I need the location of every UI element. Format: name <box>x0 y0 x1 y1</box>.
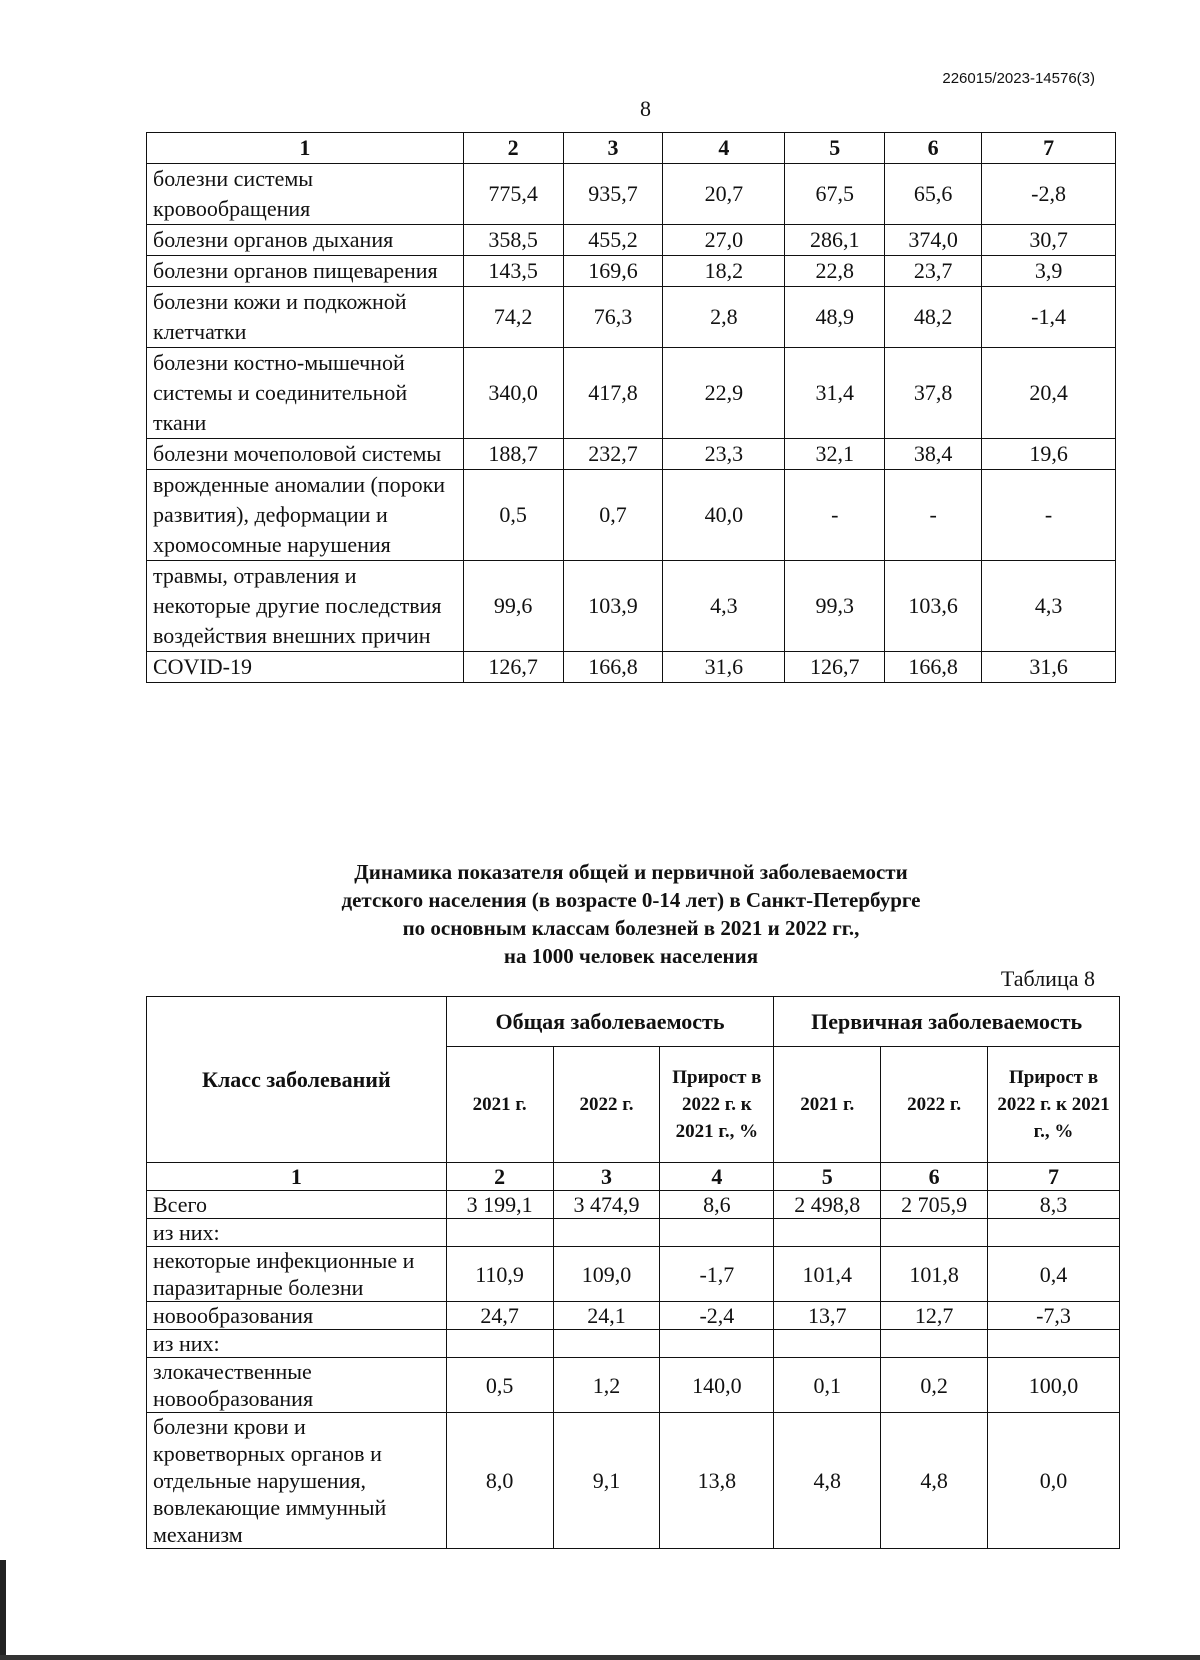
table-heading <box>146 858 1116 970</box>
table-cell: 20,4 <box>982 348 1116 439</box>
table-cell: 12,7 <box>881 1302 988 1330</box>
disease-class: некоторые инфекционные и паразитарные болезни <box>147 1247 447 1302</box>
table-cell: 340,0 <box>463 348 563 439</box>
table-row <box>147 561 1116 652</box>
table-cell: 8,6 <box>660 1191 774 1219</box>
table-cell: 775,4 <box>463 164 563 225</box>
table-cell: -2,4 <box>660 1302 774 1330</box>
table-cell: 109,0 <box>553 1247 660 1302</box>
table-cell: 24,1 <box>553 1302 660 1330</box>
table-cell: 126,7 <box>785 652 885 683</box>
column-number: 3 <box>553 1163 660 1191</box>
table-row <box>147 652 1116 683</box>
table-row <box>147 439 1116 470</box>
table-cell: 0,7 <box>563 470 663 561</box>
table-cell: 74,2 <box>463 287 563 348</box>
table-cell <box>660 1219 774 1247</box>
table-label: Таблица 8 <box>1000 966 1095 991</box>
table-cell: 2 705,9 <box>881 1191 988 1219</box>
table-cell: 935,7 <box>563 164 663 225</box>
table-row <box>147 470 1116 561</box>
table-cell: 31,6 <box>663 652 785 683</box>
table-row <box>147 225 1116 256</box>
group-header-general: Общая заболеваемость <box>446 997 774 1047</box>
disease-class: болезни кожи и подкожной клетчатки <box>147 287 464 348</box>
table-cell: 0,1 <box>774 1358 881 1413</box>
table-cell: 38,4 <box>885 439 982 470</box>
sub-header: Прирост в 2022 г. к 2021 г., % <box>988 1047 1120 1163</box>
table-cell <box>881 1330 988 1358</box>
table-cell: 2 498,8 <box>774 1191 881 1219</box>
table-cell: 4,8 <box>881 1413 988 1549</box>
table-row <box>147 348 1116 439</box>
table-cell: 286,1 <box>785 225 885 256</box>
table-cell: 140,0 <box>660 1358 774 1413</box>
table-cell: 48,2 <box>885 287 982 348</box>
table-continuation <box>146 132 1116 683</box>
disease-class: злокачественные новообразования <box>147 1358 447 1413</box>
disease-class: болезни органов дыхания <box>147 225 464 256</box>
table-row <box>147 1330 1120 1358</box>
table-cell: 2,8 <box>663 287 785 348</box>
sub-header: Прирост в 2022 г. к 2021 г., % <box>660 1047 774 1163</box>
table-row <box>147 287 1116 348</box>
table-cell: 30,7 <box>982 225 1116 256</box>
table-cell: 18,2 <box>663 256 785 287</box>
table-cell <box>881 1219 988 1247</box>
table-cell: 169,6 <box>563 256 663 287</box>
disease-class: врожденные аномалии (пороки развития), деформации и хромосомные нарушения <box>147 470 464 561</box>
table-cell <box>553 1330 660 1358</box>
disease-class: из них: <box>147 1330 447 1358</box>
table-cell <box>774 1219 881 1247</box>
scan-edge-left <box>0 1560 6 1660</box>
heading-line: на 1000 человек населения <box>503 944 759 968</box>
disease-class: новообразования <box>147 1302 447 1330</box>
table-cell <box>988 1219 1120 1247</box>
heading-line: по основным классам болезней в 2021 и 2022 гг., <box>402 916 860 940</box>
table-cell: 40,0 <box>663 470 785 561</box>
table-cell: 166,8 <box>563 652 663 683</box>
sub-header: 2021 г. <box>774 1047 881 1163</box>
table-cell: 0,2 <box>881 1358 988 1413</box>
table-cell: 67,5 <box>785 164 885 225</box>
disease-class: болезни органов пищеварения <box>147 256 464 287</box>
table-cell: 232,7 <box>563 439 663 470</box>
scan-edge-bottom <box>0 1655 1200 1660</box>
table-row <box>147 1358 1120 1413</box>
table-cell: 103,9 <box>563 561 663 652</box>
table-cell: 37,8 <box>885 348 982 439</box>
sub-header: 2022 г. <box>553 1047 660 1163</box>
table-row <box>147 164 1116 225</box>
table-row <box>147 1302 1120 1330</box>
group-header-row <box>147 997 1120 1047</box>
column-number: 7 <box>988 1163 1120 1191</box>
table-cell: 101,8 <box>881 1247 988 1302</box>
table-cell: 126,7 <box>463 652 563 683</box>
sub-header: 2022 г. <box>881 1047 988 1163</box>
table-cell: 4,3 <box>663 561 785 652</box>
column-number-row <box>147 1163 1120 1191</box>
table-cell: 3,9 <box>982 256 1116 287</box>
table-cell: 13,7 <box>774 1302 881 1330</box>
column-number: 1 <box>147 133 464 164</box>
table-cell: 417,8 <box>563 348 663 439</box>
column-number: 2 <box>446 1163 553 1191</box>
heading-line: Динамика показателя общей и первичной заболеваемости <box>354 860 908 884</box>
table-cell: 166,8 <box>885 652 982 683</box>
table-cell: 100,0 <box>988 1358 1120 1413</box>
group-header-primary: Первичная заболеваемость <box>774 997 1120 1047</box>
table-cell: 24,7 <box>446 1302 553 1330</box>
table-cell <box>660 1330 774 1358</box>
table-row <box>147 1247 1120 1302</box>
column-number: 5 <box>785 133 885 164</box>
table-8 <box>146 996 1120 1549</box>
table-cell: 8,0 <box>446 1413 553 1549</box>
table-row <box>147 1413 1120 1549</box>
table-cell: 65,6 <box>885 164 982 225</box>
column-number: 4 <box>660 1163 774 1191</box>
table-cell: -1,4 <box>982 287 1116 348</box>
table-cell: 27,0 <box>663 225 785 256</box>
disease-class: Всего <box>147 1191 447 1219</box>
column-number: 1 <box>147 1163 447 1191</box>
table-cell: 110,9 <box>446 1247 553 1302</box>
heading-line: детского населения (в возрасте 0-14 лет) в Санкт-Петербурге <box>341 888 921 912</box>
table-cell: 20,7 <box>663 164 785 225</box>
table-cell: 4,3 <box>982 561 1116 652</box>
table-row <box>147 256 1116 287</box>
disease-class: болезни системы кровообращения <box>147 164 464 225</box>
document-id: 226015/2023-14576(3) <box>942 70 1095 87</box>
table-cell: -1,7 <box>660 1247 774 1302</box>
table-cell: 143,5 <box>463 256 563 287</box>
table-cell: 101,4 <box>774 1247 881 1302</box>
table-cell: 99,6 <box>463 561 563 652</box>
table-cell: 31,6 <box>982 652 1116 683</box>
disease-class: травмы, отравления и некоторые другие последствия воздействия внешних причин <box>147 561 464 652</box>
table-cell <box>446 1219 553 1247</box>
table-cell: 31,4 <box>785 348 885 439</box>
table-cell <box>553 1219 660 1247</box>
table-cell: 13,8 <box>660 1413 774 1549</box>
table-cell: -2,8 <box>982 164 1116 225</box>
disease-class: болезни костно-мышечной системы и соединительной ткани <box>147 348 464 439</box>
class-header: Класс заболеваний <box>147 997 447 1163</box>
table-cell: 103,6 <box>885 561 982 652</box>
table-cell: - <box>785 470 885 561</box>
table-cell: 23,7 <box>885 256 982 287</box>
column-number: 5 <box>774 1163 881 1191</box>
table-cell <box>446 1330 553 1358</box>
table-cell: 374,0 <box>885 225 982 256</box>
table-cell: 22,9 <box>663 348 785 439</box>
table-cell: 8,3 <box>988 1191 1120 1219</box>
disease-class: COVID-19 <box>147 652 464 683</box>
table-cell: 188,7 <box>463 439 563 470</box>
table-cell: 23,3 <box>663 439 785 470</box>
column-number: 6 <box>885 133 982 164</box>
sub-header: 2021 г. <box>446 1047 553 1163</box>
table-cell: 358,5 <box>463 225 563 256</box>
table-cell: 32,1 <box>785 439 885 470</box>
table-cell: 0,0 <box>988 1413 1120 1549</box>
column-number: 7 <box>982 133 1116 164</box>
table-cell: - <box>885 470 982 561</box>
table-cell <box>988 1330 1120 1358</box>
table-cell: 0,4 <box>988 1247 1120 1302</box>
table-cell: 0,5 <box>463 470 563 561</box>
table-row <box>147 1219 1120 1247</box>
disease-class: из них: <box>147 1219 447 1247</box>
table-cell: 0,5 <box>446 1358 553 1413</box>
table-cell: 3 474,9 <box>553 1191 660 1219</box>
table-cell: 99,3 <box>785 561 885 652</box>
table-cell: 3 199,1 <box>446 1191 553 1219</box>
table-cell <box>774 1330 881 1358</box>
table-cell: -7,3 <box>988 1302 1120 1330</box>
table-row <box>147 1191 1120 1219</box>
disease-class: болезни мочеполовой системы <box>147 439 464 470</box>
table-cell: 76,3 <box>563 287 663 348</box>
table-cell: 4,8 <box>774 1413 881 1549</box>
column-number: 3 <box>563 133 663 164</box>
table-cell: 1,2 <box>553 1358 660 1413</box>
table-cell: 455,2 <box>563 225 663 256</box>
column-number: 2 <box>463 133 563 164</box>
table-cell: 19,6 <box>982 439 1116 470</box>
table-cell: 9,1 <box>553 1413 660 1549</box>
table-cell: - <box>982 470 1116 561</box>
page-number: 8 <box>640 96 651 121</box>
disease-class: болезни крови и кроветворных органов и отдельные нарушения, вовлекающие иммунный механизм <box>147 1413 447 1549</box>
column-number: 4 <box>663 133 785 164</box>
table-cell: 48,9 <box>785 287 885 348</box>
column-number-row <box>147 133 1116 164</box>
column-number: 6 <box>881 1163 988 1191</box>
table-cell: 22,8 <box>785 256 885 287</box>
